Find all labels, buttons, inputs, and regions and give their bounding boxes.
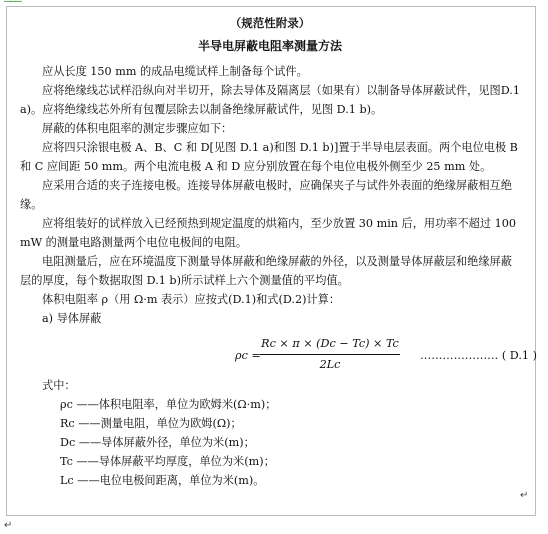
definition-item: Rc ——测量电阻，单位为欧姆(Ω)； [60, 417, 242, 430]
definition-item: Tc ——导体屏蔽平均厚度，单位为米(m)； [60, 455, 275, 468]
paragraph-mark: ↵ [520, 490, 529, 501]
equation-number: ………………… ( D.1 ) [420, 349, 537, 362]
paragraph: 应将四只涂银电极 A、B、C 和 D[见图 D.1 a)和图 D.1 b)]置于半导电层表面。两个电位电极 B 和 C 应间距 50 mm。两个电流电极 A 和 D 应分别放置在每个电位电极外侧至少 25 mm 处。 [20, 141, 518, 173]
definition-item: Dc ——导体屏蔽外径，单位为米(m)； [60, 436, 255, 449]
paragraph: 应采用合适的夹子连接电极。连接导体屏蔽电极时，应确保夹子与试件外表面的绝缘屏蔽相互绝缘。 [20, 179, 512, 211]
paragraph: 应从长度 150 mm 的成品电缆试样上制备每个试件。 [42, 65, 308, 78]
paragraph: 屏蔽的体积电阻率的测定步骤应如下： [42, 122, 233, 135]
corner-mark: ——— [4, 0, 21, 7]
subsection-heading: a) 导体屏蔽 [42, 312, 102, 325]
document-page [20, 10, 537, 490]
paragraph-mark: ↵ [4, 520, 13, 531]
formula-numerator: Rc × π × (Dc − Tc) × Tc [260, 334, 400, 355]
appendix-label: （规范性附录） [229, 16, 311, 30]
formula-fraction [260, 334, 400, 374]
paragraph: 电阻测量后，应在环境温度下测量导体屏蔽和绝缘屏蔽的外径，以及测量导体屏蔽层和绝缘屏蔽层的厚度，每个数据取图 D.1 b)所示试样上六个测量值的平均值。 [20, 255, 512, 287]
definition-item: Lc ——电位电极间距离，单位为米(m)。 [60, 474, 265, 487]
formula-lhs: ρc = [235, 349, 261, 362]
definition-item: ρc ——体积电阻率，单位为欧姆米(Ω·m)； [60, 398, 277, 411]
paragraph: 应将组装好的试样放入已经预热到规定温度的烘箱内，至少放置 30 min 后，用功率不超过 100 mW 的测量电路测量两个电位电极间的电阻。 [20, 217, 516, 249]
where-label: 式中： [42, 379, 76, 392]
formula-d1 [20, 332, 537, 376]
section-title: 半导电屏蔽电阻率测量方法 [197, 39, 342, 53]
paragraph: 体积电阻率 ρ（用 Ω·m 表示）应按式(D.1)和式(D.2)计算： [42, 293, 341, 306]
formula-denominator: 2Lc [319, 358, 341, 371]
paragraph: 应将绝缘线芯试样沿纵向对半切开，除去导体及隔离层（如果有）以制备导体屏蔽试件，见图D.1 a)。应将绝缘线芯外所有包覆层除去以制备绝缘屏蔽试件，见图 D.1 b)。 [20, 84, 520, 116]
